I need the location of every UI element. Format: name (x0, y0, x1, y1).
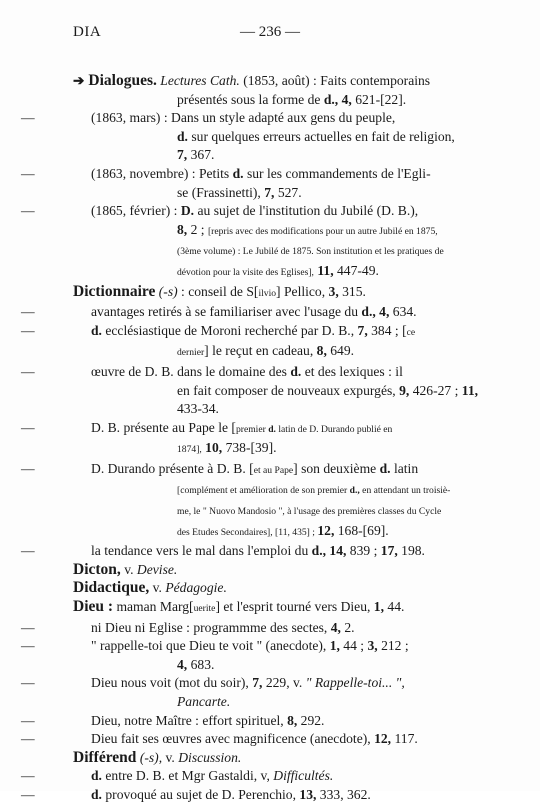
arrow-icon: ➔ (73, 73, 85, 88)
index-subentry: — D. Durando présente à D. B. [et au Pape] son deuxième d. latin [complément et amélioration de son premier d., en attendant un troisiè- me, le " Nuovo Mandosio ", à l'usage des premières classes du Cycle des Etudes Secondaires], [11, 435] ; 12, 168-[69]. (21, 460, 451, 538)
index-subentry: — d. provoqué au sujet de D. Perenchio, 13, 333, 362. (21, 786, 371, 802)
index-subentry: — d. ecclésiastique de Moroni recherché par D. B., 7, 384 ; [ce dernier] le reçut en cadeau, 8, 649. (21, 322, 416, 359)
running-head: DIA (73, 24, 102, 40)
index-entry: ➔ Dialogues. Lectures Cath. (1853, août) : Faits contemporains présentés sous la forme de d., 4, 621-[22]. (73, 72, 431, 107)
index-subentry: — D. B. présente au Pape le [premier d. latin de D. Durando publié en 1874], 10, 738-[39]. (21, 419, 393, 456)
page-header (0, 24, 540, 44)
index-subentry: — (1863, mars) : Dans un style adapté aux gens du peuple, d. sur quelques erreurs actuelles en fait de religion, 7, 367. (21, 110, 455, 163)
index-subentry: — avantages retirés à se familiariser avec l'usage du d., 4, 634. (21, 304, 417, 320)
index-subentry: — Dieu fait ses œuvres avec magnificence (anecdote), 12, 117. (21, 731, 418, 747)
index-entries (21, 72, 483, 805)
index-entry: Dieu : maman Marg[uerite] et l'esprit tourné vers Dieu, 1, 44. (73, 598, 405, 616)
index-subentry: — ni Dieu ni Eglise : programmme des sectes, 4, 2. (21, 619, 355, 635)
index-subentry: — œuvre de D. B. dans le domaine des d. et des lexiques : il en fait composer de nouveaux expurgés, 9, 426-27 ; 11, 433-34. (21, 363, 479, 417)
index-subentry: — (1865, février) : D. au sujet de l'institution du Jubilé (D. B.), 8, 2 ; [repris avec des modifications pour un autre Jubilé en 1875, (3ème volume) : Le Jubilé de 1875. Son institution et les pratiques de dévotion pour la visite des Eglises], 11, 447-49. (21, 203, 444, 278)
index-subentry: — (1863, novembre) : Petits d. sur les commandements de l'Egli- se (Frassinetti), 7, 527. (21, 165, 431, 200)
index-subentry: — " rappelle-toi que Dieu te voit " (anecdote), 1, 44 ; 3, 212 ; 4, 683. (21, 638, 409, 672)
index-entry: Dictionnaire (-s) : conseil de S[ilvio] Pellico, 3, 315. (73, 282, 366, 300)
index-entry: Différend (-s), v. Discussion. (73, 748, 242, 766)
index-subentry: — la tendance vers le mal dans l'emploi du d., 14, 839 ; 17, 198. (21, 543, 425, 559)
page-number: — 236 — (240, 24, 300, 40)
index-entry: Dicton, v. Devise. (73, 560, 178, 578)
index-subentry: — Dieu, notre Maître : effort spirituel, 8, 292. (21, 712, 325, 728)
index-entry: Didactique, v. Pédagogie. (73, 579, 227, 597)
index-subentry: — Dieu nous voit (mot du soir), 7, 229, v. " Rappelle-toi... ", Pancarte. (21, 675, 405, 709)
index-subentry: — d. entre D. B. et Mgr Gastaldi, v, Difficultés. (21, 768, 334, 784)
